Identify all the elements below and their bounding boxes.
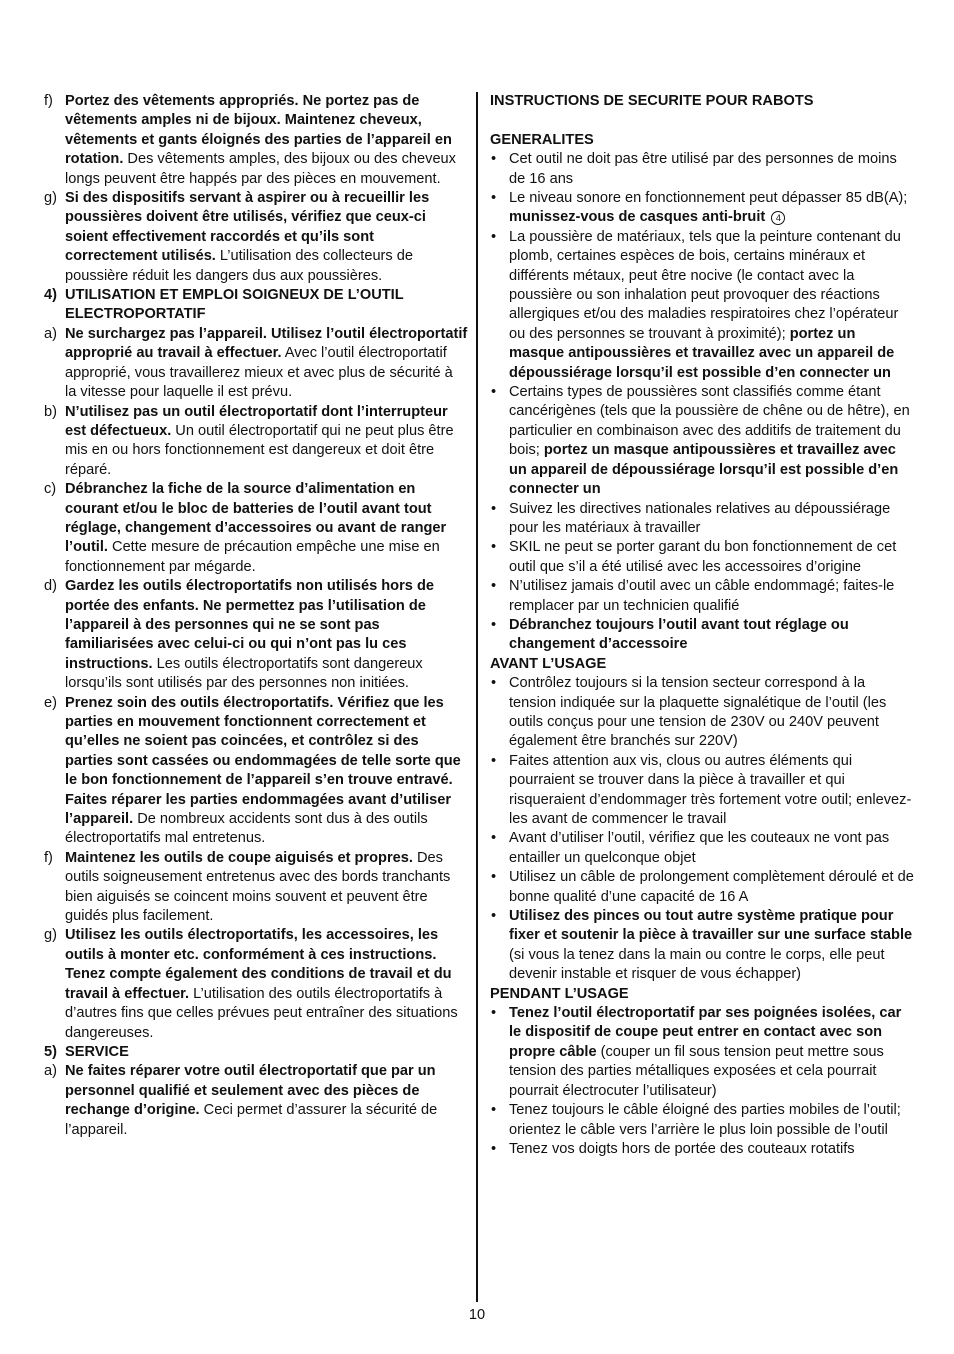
instruction-4e: e) Prenez soin des outils électroportatifs. Vérifiez que les parties en mouvement fonctionnent correctement et qu’elles ne soient pas coincées, et contrôlez si des parties sont cassées ou endommagées de telle sorte que le bon fonctionnement de l’appareil s’en trouve entravé. Faites réparer les parties endommagées avant d’utiliser l’appareil. De nombreux accidents sont dus à des outils électroportatifs mal entretenus. [44,694,461,847]
instruction-4b: b) N’utilisez pas un outil électroportatif dont l’interrupteur est défectueux. Un outil électroportatif qui ne peut plus être mis en ou hors fonctionnement est dangereux et doit être réparé. [44,403,454,478]
bullet-item: • Débranchez toujours l’outil avant tout réglage ou changement d’accessoire [491,616,849,653]
instruction-4a: a) Ne surchargez pas l’appareil. Utilisez l’outil électroportatif approprié au travail à effectuer. Avec l’outil électroportatif approprié, vous travaillerez mieux et avec plus de sécurité à la vitesse pour laquelle il est prévu. [44,325,468,401]
right-column [490,92,914,1159]
instruction-4f: f) Maintenez les outils de coupe aiguisés et propres. Des outils soigneusement entretenus avec des bords tranchants bien aiguisés se coincent moins souvent et peuvent être guidés plus facilement. [44,849,451,925]
instruction-4d: d) Gardez les outils électroportatifs non utilisés hors de portée des enfants. Ne permettez pas l’utilisation de l’appareil à des personnes qui ne se sont pas familiarisées avec celui-ci ou qui n’ont pas lu ces instructions. Les outils électroportatifs sont dangereux lorsqu’ils sont utilisés par des personnes non initiées. [44,578,434,692]
instruction-5a: a) Ne faites réparer votre outil électroportatif que par un personnel qualifié et seulement avec des pièces de rechange d’origine. Ceci permet d’assurer la sécurité de l’appareil. [44,1063,438,1138]
bullet-item: • Le niveau sonore en fonctionnement peut dépasser 85 dB(A); munissez-vous de casques anti-bruit 4 [491,190,908,226]
left-column [44,92,468,1140]
bullet-item: • Suivez les directives nationales relatives au dépoussiérage pour les matériaux à travailler [491,500,891,536]
figure-ref-badge: 4 [771,211,785,225]
bullet-item: • Tenez l’outil électroportatif par ses poignées isolées, car le dispositif de coupe peut entrer en contact avec son propre câble (couper un fil sous tension peut mettre sous tension des parties métalliques exposées et cela pourrait pourrait électrocuter l’utilisateur) [491,1005,902,1099]
bullet-item: • Certains types de poussières sont classifiés comme étant cancérigènes (tels que la poussière de chêne ou de hêtre), en particulier en combinaison avec des additifs de traitement du bois; portez un masque antipoussières et travaillez avec un appareil de dépoussiérage lorsqu’il est possible d’en connecter un [491,384,910,498]
bullet-item: • Utilisez des pinces ou tout autre système pratique pour fixer et soutenir la pièce à travailler sur une surface stable (si vous la tenez dans la main ou contre le corps, elle peut devenir instable et risquer de vous échapper) [491,908,913,983]
avant-usage-heading: AVANT L’USAGE [490,655,607,672]
bullet-item: • Avant d’utiliser l’outil, vérifiez que les couteaux ne vont pas entailler un quelconque objet [491,830,890,866]
section-4-heading: 4) UTILISATION ET EMPLOI SOIGNEUX DE L’OUTIL ELECTROPORTATIF [44,287,404,323]
column-divider [476,92,478,1302]
instruction-4g: g) Utilisez les outils électroportatifs, les accessoires, les outils à monter etc. conformément à ces instructions. Tenez compte également des conditions de travail et du travail à effectuer. L’utilisation des outils électroportatifs à d’autres fins que celles prévues peut entraîner des situations dangereuses. [44,927,458,1041]
bullet-item: • Cet outil ne doit pas être utilisé par des personnes de moins de 16 ans [491,151,897,187]
bullet-item: • La poussière de matériaux, tels que la peinture contenant du plomb, certaines espèces de bois, certains minéraux et différents métaux, peut être nocive (le contact avec la poussière ou son inhalation peut provoquer des réactions allergiques et/ou des maladies respiratoires chez l’opérateur ou des personnes se trouvant à proximité); portez un masque antipoussières et travaillez avec un appareil de dépoussiérage lorsqu’il est possible d’en connecter un [491,228,901,381]
page-number: 10 [468,1307,486,1323]
instruction-f-clothing: f) Portez des vêtements appropriés. Ne portez pas de vêtements amples ni de bijoux. Maintenez cheveux, vêtements et gants éloignés des parties de l’appareil en rotation. Des vêtements amples, des bijoux ou des cheveux longs peuvent être happés par des pièces en mouvement. [44,93,456,187]
bullet-item: • Faites attention aux vis, clous ou autres éléments qui pourraient se trouver dans la pièce à travailler et qui risqueraient d’endommager très fortement votre outil; enlevez-les avant de commencer le travail [491,752,912,828]
bullet-item: • Tenez vos doigts hors de portée des couteaux rotatifs [491,1140,855,1157]
bullet-item: • SKIL ne peut se porter garant du bon fonctionnement de cet outil que s’il a été utilisé avec les accessoires d’origine [491,539,897,575]
bullet-item: • Tenez toujours le câble éloigné des parties mobiles de l’outil; orientez le câble vers l’arrière le plus loin possible de l’outil [491,1102,901,1138]
planer-safety-title: INSTRUCTIONS DE SECURITE POUR RABOTS [490,93,814,109]
section-5-heading: 5) SERVICE [44,1043,129,1060]
bullet-item: • N’utilisez jamais d’outil avec un câble endommagé; faites-le remplacer par un technicien qualifié [491,578,895,614]
pendant-usage-heading: PENDANT L’USAGE [490,985,629,1002]
generalites-heading: GENERALITES [490,131,594,148]
bullet-item: • Contrôlez toujours si la tension secteur correspond à la tension indiquée sur la plaquette signalétique de l’outil (les outils conçus pour une tension de 230V ou 240V peuvent également être branchés sur 220V) [491,675,887,750]
bullet-item: • Utilisez un câble de prolongement complètement déroulé et de bonne qualité d’une capacité de 16 A [491,869,914,905]
instruction-g-dust: g) Si des dispositifs servant à aspirer ou à recueillir les poussières doivent être utilisés, vérifiez que ceux-ci soient effectivement raccordés et qu’ils sont correctement utilisés. L’utilisation des collecteurs de poussière réduit les dangers dus aux poussières. [44,190,430,284]
instruction-4c: c) Débranchez la fiche de la source d’alimentation en courant et/ou le bloc de batteries de l’outil avant tout réglage, changement d’accessoires ou avant de ranger l’outil. Cette mesure de précaution empêche une mise en fonctionnement par mégarde. [44,481,447,575]
